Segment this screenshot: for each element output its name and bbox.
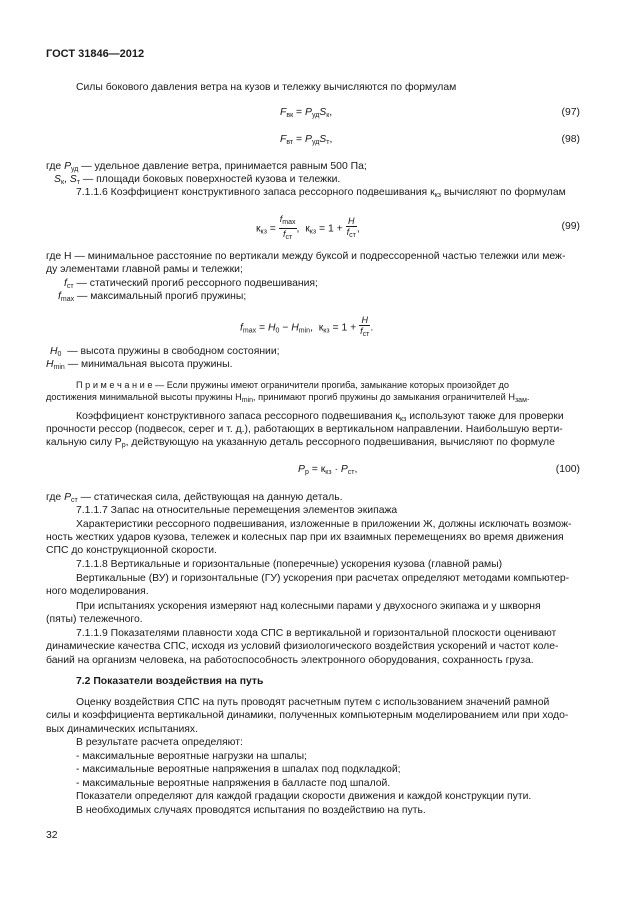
page-number: 32 bbox=[46, 830, 58, 841]
paragraph-vu-line1: Вертикальные (ВУ) и горизонтальные (ГУ) ускорения при расчетах определяют методами компьютер- bbox=[76, 573, 570, 584]
paragraph-ocenka-line1: Оценку воздействия СПС на путь проводят расчетным путем с использованием значений рамной bbox=[76, 697, 550, 708]
section-7-1-1-7: 7.1.1.7 Запас на относительные перемещения элементов экипажа bbox=[76, 505, 398, 516]
equation-number-98: (98) bbox=[561, 134, 580, 145]
paragraph-char-line1: Характеристики рессорного подвешивания, изложенные в приложении Ж, должны исключать возмож- bbox=[76, 519, 572, 530]
section-7-1-1-9-line1: 7.1.1.9 Показателями плавности хода СПС в вертикальной и горизонтальной плоскости оценивают bbox=[76, 628, 557, 639]
equation-number-100: (100) bbox=[555, 464, 580, 475]
paragraph-char-line2: ность жестких ударов кузова, тележек и колесных пар при их взаимных перемещениях во время движения bbox=[46, 532, 564, 543]
definition-s: $S_к$, $S_т$ — площади боковых поверхностей кузова и тележки. bbox=[54, 174, 341, 186]
paragraph-vu-line2: ного моделирования. bbox=[46, 586, 149, 597]
paragraph-coef-line2: прочности рессор (подвесок, серег и т. д.), работающих в вертикальном направлении. Наибольшую верти- bbox=[46, 424, 563, 435]
paragraph-ocenka-line3: вых динамических испытаниях. bbox=[46, 724, 198, 735]
equation-99: $к_{кз}$ = $\frac{f_{max}}{f_{ст}}$ , $к_{кз} = 1$ + $\frac{H}{f_{ст}}$ , bbox=[256, 214, 360, 241]
equation-100: $P_р = к_{кз} \cdot P_{ст}$, bbox=[298, 464, 358, 476]
heading-7-2: 7.2 Показатели воздействия на путь bbox=[76, 676, 264, 687]
paragraph-pokaz: Показатели определяют для каждой градации скорости движения и каждой конструкции пути. bbox=[76, 791, 532, 802]
note-line1: П р и м е ч а н и е — Если пружины имеют ограничители прогиба, замыкание которых произойдет до bbox=[76, 380, 509, 390]
definition-f-max: $f_{max}$ — максимальный прогиб пружины; bbox=[58, 291, 247, 303]
paragraph-intro: Силы бокового давления ветра на кузов и тележку вычисляются по формулам bbox=[76, 82, 457, 93]
section-7-1-1-8: 7.1.1.8 Вертикальные и горизонтальные (поперечные) ускорения кузова (главной рамы) bbox=[76, 559, 503, 570]
paragraph-isp-line2: (пяты) тележечного. bbox=[46, 614, 143, 625]
paragraph-isp-line1: При испытаниях ускорения измеряют над колесными парами у двухосного экипажа и у шкворня bbox=[76, 601, 541, 612]
paragraph-coef-line3: кальную силу $P_р$, действующую на указанную деталь рессорного подвешивания, вычисляют по формуле bbox=[46, 437, 555, 449]
definition-h-line1: где H — минимальное расстояние по вертикали между буксой и подрессоренной частью тележки или меж- bbox=[46, 251, 566, 262]
paragraph-ocenka-line2: силы и коэффициента вертикальной динамики, полученных компьютерным моделированием или при ходо- bbox=[46, 710, 569, 721]
section-7-1-1-9-line3: баний на организм человека, на работоспособность электронного оборудования, сохранность груза. bbox=[46, 655, 534, 666]
definition-hmin: $H_{min}$ — минимальная высота пружины. bbox=[46, 359, 233, 371]
paragraph-neobh: В необходимых случаях проводятся испытания по воздействию на путь. bbox=[76, 805, 426, 816]
section-7-1-1-6: 7.1.1.6 Коэффициент конструктивного запаса рессорного подвешивания $к_{кз}$ вычисляют по формулам bbox=[76, 187, 566, 199]
paragraph-coef-line1: Коэффициент конструктивного запаса рессорного подвешивания $к_{кз}$ используют также для проверки bbox=[76, 411, 564, 423]
list-item: - максимальные вероятные напряжения в шпалах под подкладкой; bbox=[76, 764, 401, 775]
paragraph-char-line3: СПС до конструкционной скорости. bbox=[46, 545, 217, 556]
equation-98: $F_{вт} = P_{уд}S_т$, bbox=[280, 134, 333, 146]
list-item: - максимальные вероятные нагрузки на шпалы; bbox=[76, 751, 307, 762]
definition-h0: $H_0$ — высота пружины в свободном состоянии; bbox=[50, 346, 280, 358]
paragraph-result: В результате расчета определяют: bbox=[76, 737, 243, 748]
section-7-1-1-9-line2: динамические качества СПС, исходя из условий физиологического воздействия ускорений и частот коле- bbox=[46, 641, 559, 652]
list-item: - максимальные вероятные напряжения в балласте под шпалой. bbox=[76, 778, 391, 789]
equation-f-max: $f_{max} = H_0 - H_{min}$, $к_{кз} = 1$ + $\frac{H}{f_{ст}}$ . bbox=[240, 315, 374, 338]
equation-97: $F_{вк} = P_{уд}S_к$, bbox=[280, 107, 333, 119]
equation-number-99: (99) bbox=[561, 221, 580, 232]
definition-f-st: $f_{ст}$ — статический прогиб рессорного подвешивания; bbox=[64, 278, 318, 290]
document-header: ГОСТ 31846—2012 bbox=[46, 48, 145, 60]
equation-number-97: (97) bbox=[561, 107, 580, 118]
note-line2: достижения минимальной высоты пружины $H_{min}$, принимают прогиб пружины до замыкания ограничителей $H_{зам}$. bbox=[46, 392, 530, 404]
definition-p-ud: где $P_{уд}$ — удельное давление ветра, принимается равным 500 Па; bbox=[46, 161, 367, 173]
definition-h-line2: ду элементами главной рамы и тележки; bbox=[46, 264, 243, 275]
definition-p-st: где $P_{ст}$ — статическая сила, действующая на данную деталь. bbox=[46, 492, 343, 504]
